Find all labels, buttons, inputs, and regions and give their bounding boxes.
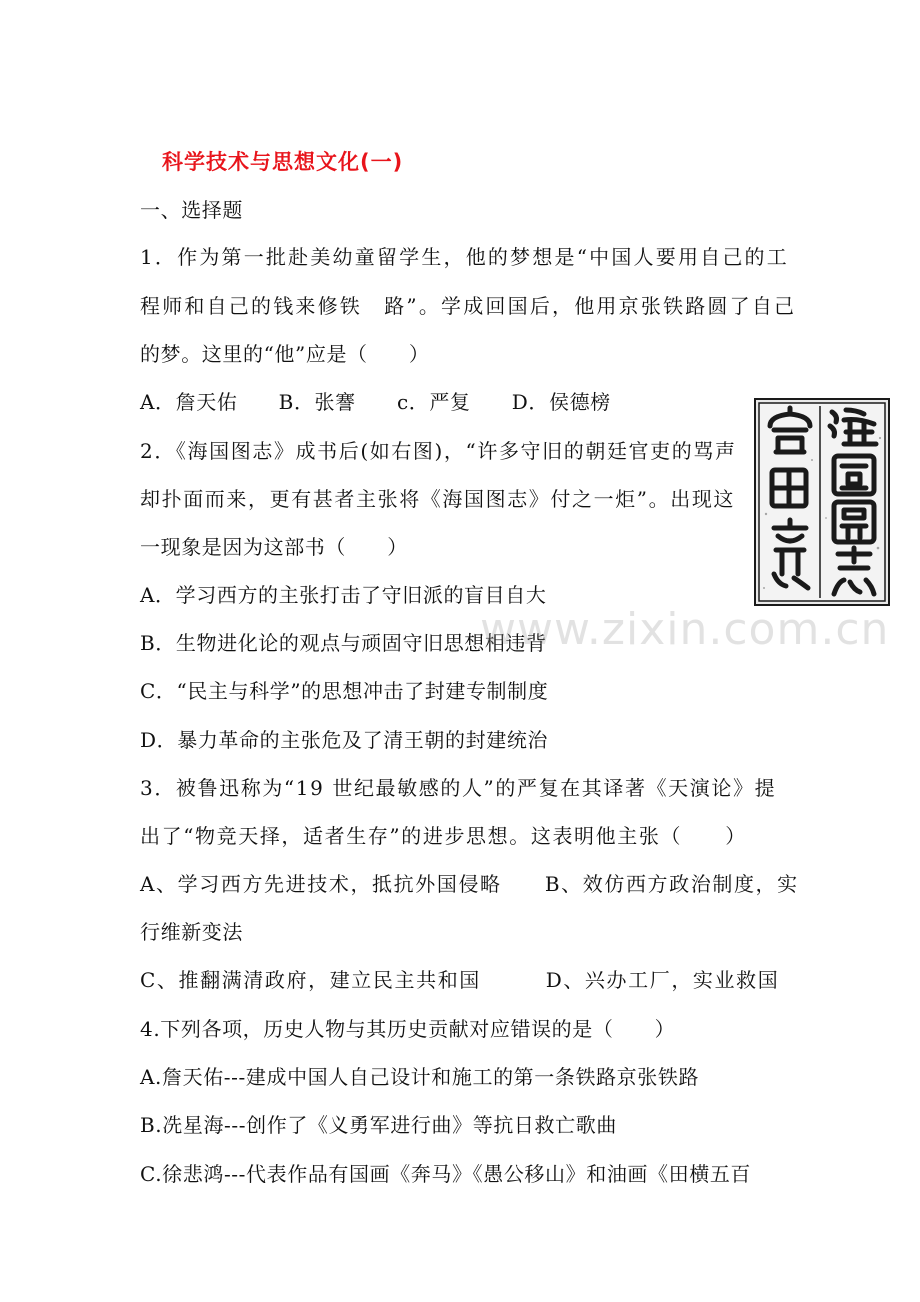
question-3-options-ab-cont: 行维新变法 bbox=[140, 920, 243, 944]
question-4-option-c: C.徐悲鸿---代表作品有国画《奔马》《愚公移山》和油画《田横五百 bbox=[140, 1162, 752, 1186]
question-2-line-1: 2．《海国图志》成书后(如右图)，“许多守旧的朝廷官吏的骂声 bbox=[140, 439, 737, 463]
question-1-options: A．詹天佑 B．张謇 c．严复 D．侯德榜 bbox=[140, 390, 611, 414]
question-3-options-cd: C、推翻满清政府，建立民主共和国 D、兴办工厂，实业救国 bbox=[140, 968, 780, 992]
question-1-line-3: 的梦。这里的“他”应是（ ） bbox=[140, 342, 430, 366]
question-1-line-1: 1．作为第一批赴美幼童留学生，他的梦想是“中国人要用自己的工 bbox=[140, 245, 789, 269]
haiguo-tuzhi-cover-image bbox=[754, 398, 890, 606]
question-2-option-b: B．生物进化论的观点与顽固守旧思想相违背 bbox=[140, 631, 547, 655]
question-4-option-a: A.詹天佑---建成中国人自己设计和施工的第一条铁路京张铁路 bbox=[140, 1065, 700, 1089]
question-4-option-b: B.冼星海---创作了《义勇军进行曲》等抗日救亡歌曲 bbox=[140, 1113, 617, 1137]
page-title: 科学技术与思想文化(一) bbox=[162, 150, 404, 174]
watermark: www.zixin.com.cn bbox=[480, 604, 890, 655]
question-2-option-d: D．暴力革命的主张危及了清王朝的封建统治 bbox=[140, 728, 549, 752]
question-3-options-ab: A、学习西方先进技术，抵抗外国侵略 B、效仿西方政治制度，实 bbox=[140, 872, 799, 896]
question-3-line-2: 出了“物竞天择，适者生存”的进步思想。这表明他主张（ ） bbox=[140, 824, 747, 848]
question-2-line-3: 一现象是因为这部书（ ） bbox=[140, 535, 408, 559]
question-1-line-2: 程师和自己的钱来修铁 路”。学成回国后，他用京张铁路圆了自己 bbox=[140, 294, 797, 318]
question-2-line-2: 却扑面而来，更有甚者主张将《海国图志》付之一炬”。出现这 bbox=[140, 487, 736, 511]
section-heading: 一、选择题 bbox=[140, 198, 243, 222]
question-2-option-c: C．“民主与科学”的思想冲击了封建专制制度 bbox=[140, 679, 549, 703]
question-4-stem: 4.下列各项，历史人物与其历史贡献对应错误的是（ ） bbox=[140, 1017, 676, 1041]
question-2-option-a: A．学习西方的主张打击了守旧派的盲目自大 bbox=[140, 583, 547, 607]
question-3-line-1: 3．被鲁迅称为“19 世纪最敏感的人”的严复在其译著《天演论》提 bbox=[140, 776, 777, 800]
